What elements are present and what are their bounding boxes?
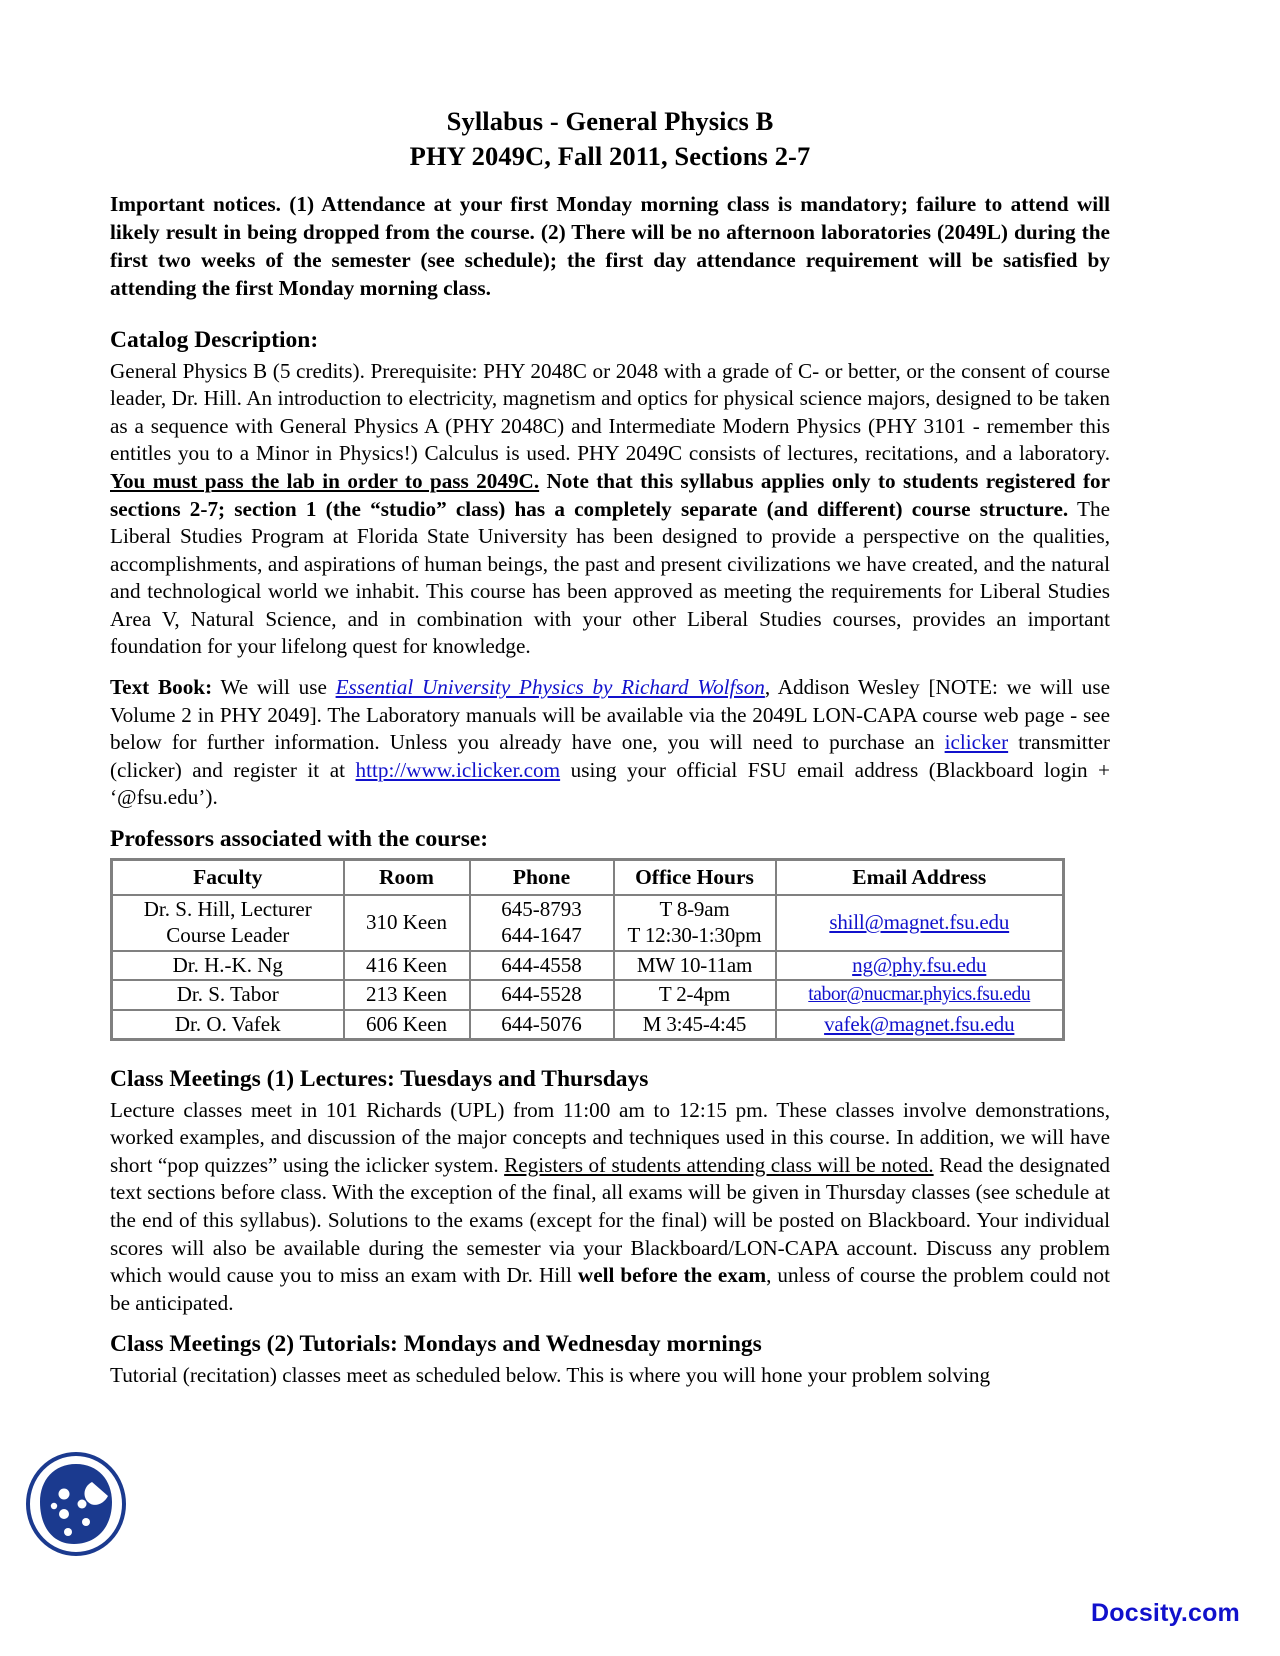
phone-secondary: 644-1647 — [501, 922, 582, 947]
catalog-text-part-1: General Physics B (5 credits). Prerequisite: PHY 2048C or 2048 with a grade of C- or better, or the consent of course leader, Dr. Hill. An introduction to electricity, magnetism and optics for physical science majors, designed to be taken as a sequence with General Physics A (PHY 2048C) and Intermediate Modern Physics (PHY 3101 - remember this entitles you to a Minor in Physics!) Calculus is used. PHY 2049C consists of lectures, recitations, and a laboratory. — [110, 358, 1110, 466]
lectures-heading: Class Meetings (1) Lectures: Tuesdays and Thursdays — [110, 1066, 649, 1093]
page-title — [110, 104, 1110, 174]
cell-email — [776, 895, 1064, 950]
cell-faculty: Dr. S. Tabor — [112, 980, 344, 1010]
lectures-paragraph — [110, 1097, 1110, 1318]
cell-room: 416 Keen — [344, 951, 470, 981]
tutorials-paragraph: Tutorial (recitation) classes meet as scheduled below. This is where you will hone your problem solving — [110, 1362, 991, 1387]
cell-phone: 644-4558 — [470, 951, 614, 981]
cell-office-hours: MW 10-11am — [614, 951, 776, 981]
title-line-1: Syllabus - General Physics B — [446, 106, 774, 136]
table-header-row — [112, 860, 1064, 896]
table-row — [112, 1010, 1064, 1040]
docsity-logo-icon — [24, 1452, 128, 1556]
professors-heading: Professors associated with the course: — [110, 825, 489, 852]
email-link[interactable]: ng@phy.fsu.edu — [852, 952, 987, 977]
email-link[interactable]: vafek@magnet.fsu.edu — [824, 1011, 1015, 1036]
catalog-emphasis-bold: Note that this syllabus applies only to students registered for sections 2-7; section 1 (the “studio” class) has a completely separate (and different) course structure. — [110, 469, 1110, 521]
email-link[interactable]: shill@magnet.fsu.edu — [829, 910, 1010, 935]
catalog-emphasis-underlined: You must pass the lab in order to pass 2049C. — [110, 469, 540, 493]
catalog-text-part-2: The Liberal Studies Program at Florida State University has been designed to provide a perspective on the qualities, accomplishments, and aspirations of human beings, the past and present civilizations we have created, and the natural and technological world we inhabit. This course has been approved as meeting the requirements for Liberal Studies Area V, Natural Science, and in combination with your other Liberal Studies courses, provides an important foundation for your lifelong quest for knowledge. — [110, 496, 1110, 659]
text-book-part-2: , Addison Wesley [NOTE: we will use Volume 2 in PHY 2049]. The Laboratory manuals will be available via the 2049L LON-CAPA course web page - see below for further information. Unless you already have one, you will need to purchase an — [110, 674, 1110, 755]
important-notices-text: (1) Attendance at your first Monday morning class is mandatory; failure to attend will likely result in being dropped from the course. (2) There will be no afternoon laboratories (2049L) during the first two weeks of the semester (see schedule); the first day attendance requirement will be satisfied by attending the first Monday morning class. — [110, 191, 1110, 301]
lectures-text-part-2: Read the designated text sections before class. With the exception of the final, all exams will be given in Thursday classes (see schedule at the end of this syllabus). Solutions to the exams (except for the final) will be posted on Blackboard. Your individual scores will also be available during the semester via your Blackboard/LON-CAPA account. Discuss any problem which would cause you to miss an exam with Dr. Hill — [110, 1152, 1111, 1288]
cell-room: 213 Keen — [344, 980, 470, 1010]
iclicker-url-link[interactable]: http://www.iclicker.com — [355, 757, 561, 782]
lectures-bold-phrase: well before the exam — [577, 1263, 767, 1288]
iclicker-link[interactable]: iclicker — [944, 730, 1009, 755]
tutorials-heading: Class Meetings (2) Tutorials: Mondays and Wednesday mornings — [110, 1331, 762, 1358]
cell-email — [776, 980, 1064, 1010]
cell-room: 310 Keen — [344, 895, 470, 950]
cell-room: 606 Keen — [344, 1010, 470, 1040]
table-row — [112, 980, 1064, 1010]
textbook-title-link[interactable]: Essential University Physics by Richard Wolfson — [335, 674, 765, 699]
text-book-part-4: using your official FSU email address (Blackboard login + ‘@fsu.edu’). — [110, 757, 1111, 810]
important-notices-paragraph — [110, 190, 1110, 302]
cell-email — [776, 1010, 1064, 1040]
column-header-faculty: Faculty — [112, 860, 344, 896]
text-book-paragraph — [110, 674, 1110, 812]
cell-phone: 644-5528 — [470, 980, 614, 1010]
text-book-lead: Text Book: — [110, 674, 213, 699]
office-hours-secondary: T 12:30-1:30pm — [627, 922, 762, 947]
column-header-office-hours: Office Hours — [614, 860, 776, 896]
table-row — [112, 951, 1064, 981]
cell-faculty: Dr. O. Vafek — [112, 1010, 344, 1040]
document-content — [110, 104, 1110, 1402]
lectures-text-part-3: , unless of course the problem could not be anticipated. — [110, 1263, 1110, 1315]
column-header-room: Room — [344, 860, 470, 896]
lectures-text-part-1: Lecture classes meet in 101 Richards (UPL) from 11:00 am to 12:15 pm. These classes involve demonstrations, worked examples, and discussion of the major concepts and techniques used in this course. In addition, we will have short “pop quizzes” using the iclicker system. — [110, 1097, 1110, 1177]
catalog-description-heading: Catalog Description: — [110, 327, 319, 354]
cell-email — [776, 951, 1064, 981]
table-row — [112, 895, 1064, 950]
catalog-description-paragraph — [110, 358, 1110, 661]
cell-faculty: Dr. H.-K. Ng — [112, 951, 344, 981]
cell-phone — [470, 895, 614, 950]
docsity-watermark: Docsity.com — [1090, 1599, 1240, 1627]
important-notices-lead: Important notices. — [110, 191, 281, 216]
faculty-role: Course Leader — [166, 922, 290, 947]
cell-faculty — [112, 895, 344, 950]
cell-office-hours: T 2-4pm — [614, 980, 776, 1010]
professors-table-wrapper — [110, 858, 1110, 1041]
lectures-underlined-note: Registers of students attending class will be noted. — [504, 1152, 934, 1177]
phone-primary: 645-8793 — [501, 897, 582, 922]
professors-table — [110, 858, 1065, 1041]
column-header-email: Email Address — [776, 860, 1064, 896]
cell-phone: 644-5076 — [470, 1010, 614, 1040]
cell-office-hours — [614, 895, 776, 950]
email-link[interactable]: tabor@nucmar.phyics.fsu.edu — [808, 984, 1031, 1006]
column-header-phone: Phone — [470, 860, 614, 896]
cell-office-hours: M 3:45-4:45 — [614, 1010, 776, 1040]
text-book-part-3: transmitter (clicker) and register it at — [110, 730, 1110, 782]
office-hours-primary: T 8-9am — [659, 897, 730, 922]
faculty-name: Dr. S. Hill, Lecturer — [143, 897, 312, 922]
text-book-part-1: We will use — [212, 674, 336, 699]
title-line-2: PHY 2049C, Fall 2011, Sections 2-7 — [409, 140, 811, 171]
